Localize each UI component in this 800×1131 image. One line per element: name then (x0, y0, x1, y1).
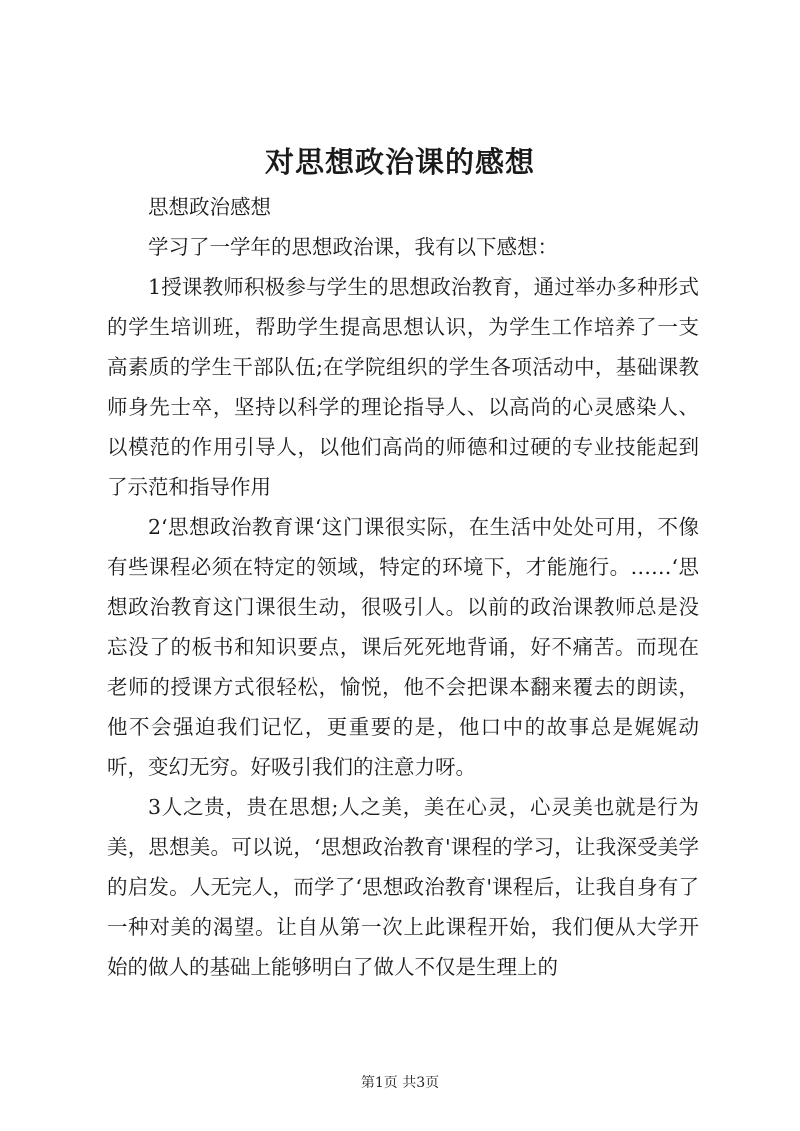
paragraph-point-2: 2‘思想政治教育课‘这门课很实际，在生活中处处可用，不像有些课程必须在特定的领域，特定的环境下，才能施行。……‘思想政治教育这门课很生动，很吸引人。以前的政治课教师总是没忘没了的板书和知识要点，课后死死地背诵，好不痛苦。而现在老师的授课方式很轻松，愉悦，他不会把课本翻来覆去的朗读，他不会强迫我们记忆，更重要的是，他口中的故事总是娓娓动听，变幻无穷。好吸引我们的注意力呀。 (107, 515, 699, 779)
page-footer: 第1页 共3页 (360, 1075, 440, 1091)
paragraph-subtitle: 思想政治感想 (148, 195, 271, 219)
document-body (107, 187, 699, 987)
document-title: 对思想政治课的感想 (264, 145, 535, 179)
paragraph-intro: 学习了一学年的思想政治课，我有以下感想： (148, 235, 558, 259)
paragraph-point-3: 3人之贵，贵在思想;人之美，美在心灵，心灵美也就是行为美，思想美。可以说，‘思想政治教育'课程的学习，让我深受美学的启发。人无完人，而学了‘思想政治教育'课程后，让我自身有了一种对美的渴望。让自从第一次上此课程开始，我们便从大学开始的做人的基础上能够明白了做人不仅是生理上的 (107, 795, 699, 979)
paragraph-point-1: 1授课教师积极参与学生的思想政治教育，通过举办多种形式的学生培训班，帮助学生提高思想认识，为学生工作培养了一支高素质的学生干部队伍;在学院组织的学生各项活动中，基础课教师身先士卒，坚持以科学的理论指导人、以高尚的心灵感染人、以模范的作用引导人，以他们高尚的师德和过硬的专业技能起到了示范和指导作用 (107, 275, 699, 499)
